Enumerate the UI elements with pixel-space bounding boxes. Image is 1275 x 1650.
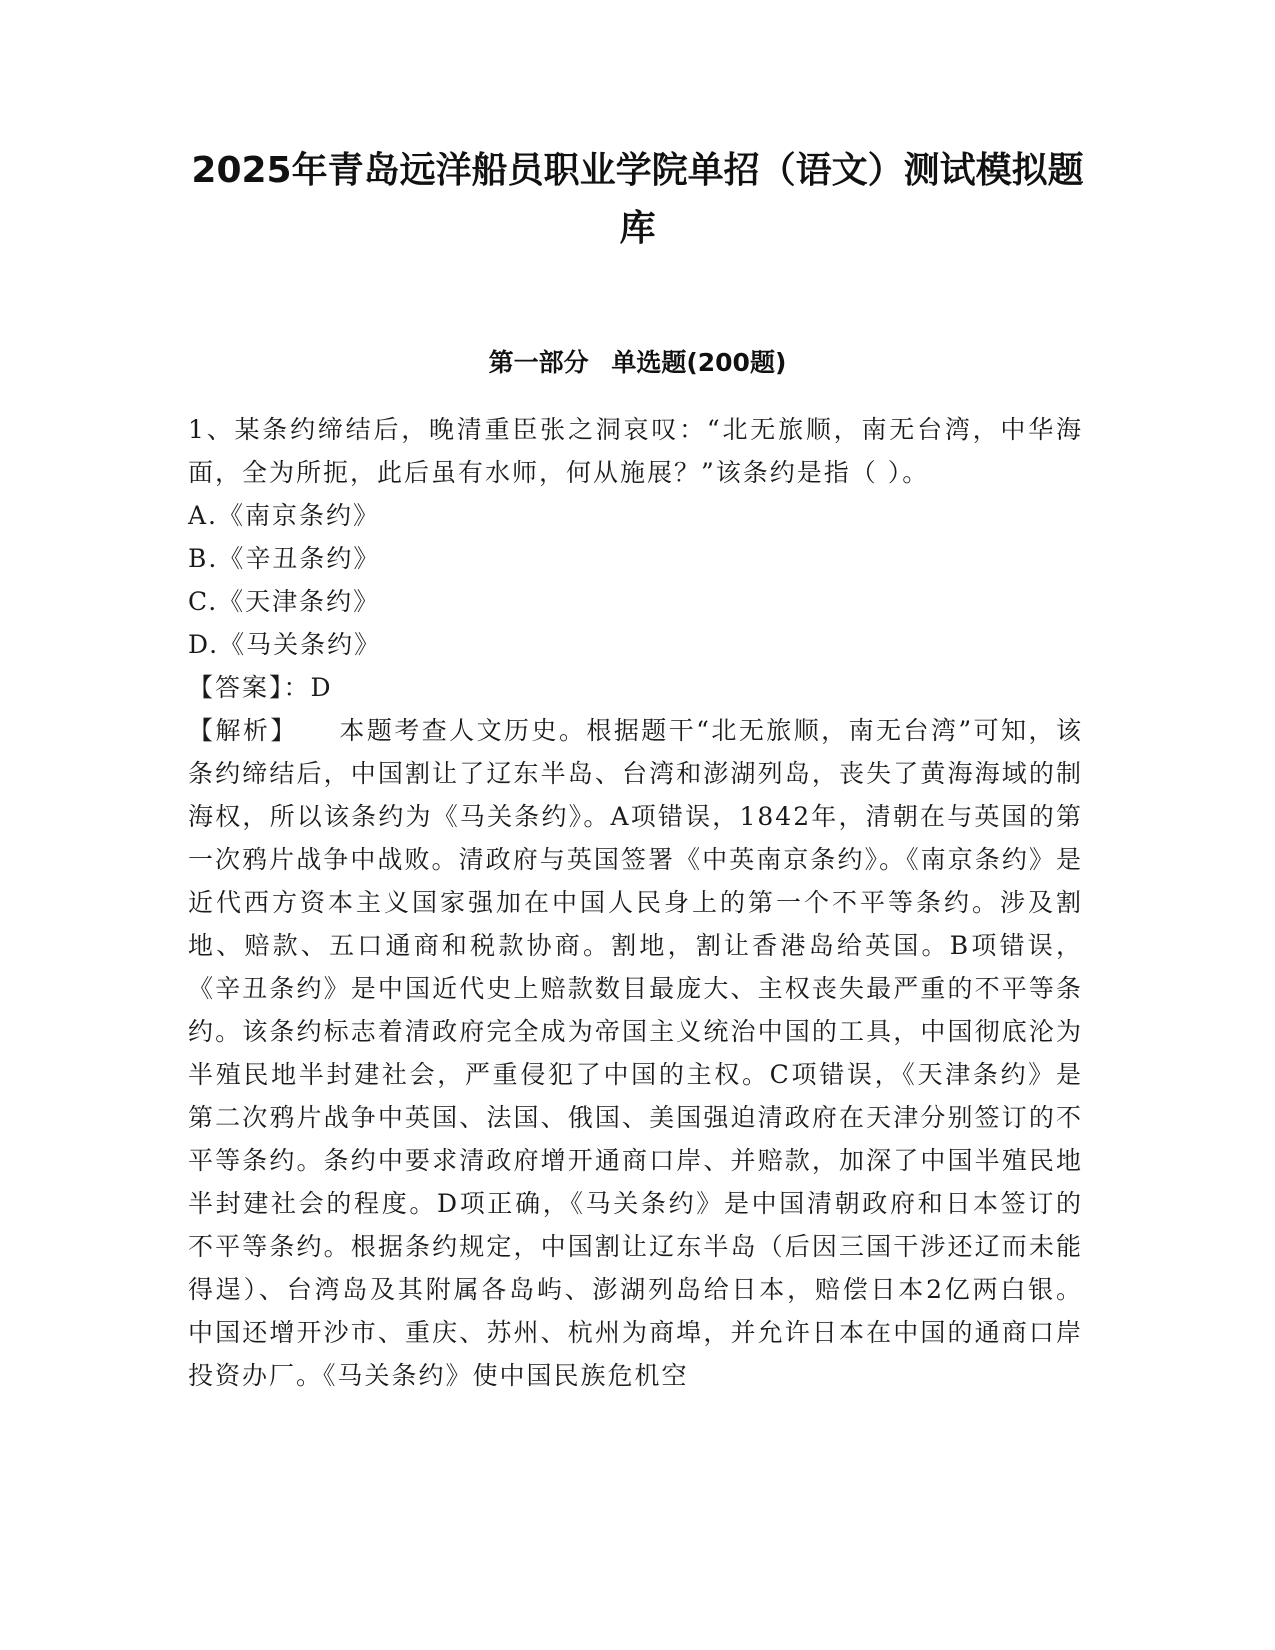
question-block [188,408,1083,1397]
option-b: B.《辛丑条约》 [188,544,381,573]
answer-line [188,666,1083,709]
answer-label: 【答案】： [188,673,311,702]
analysis-text: 本题考查人文历史。根据题干“北无旅顺，南无台湾”可知，该条约缔结后，中国割让了辽东半岛、台湾和澎湖列岛，丧失了黄海海域的制海权，所以该条约为《马关条约》。A项错误，1842年，清朝在与英国的第一次鸦片战争中战败。清政府与英国签署《中英南京条约》。《南京条约》是近代西方资本主义国家强加在中国人民身上的第一个不平等条约。涉及割地、赔款、五口通商和税款协商。割地，割让香港岛给英国。B项错误，《辛丑条约》是中国近代史上赔款数目最庞大、主权丧失最严重的不平等条约。该条约标志着清政府完全成为帝国主义统治中国的工具，中国彻底沦为半殖民地半封建社会，严重侵犯了中国的主权。C项错误，《天津条约》是第二次鸦片战争中英国、法国、俄国、美国强迫清政府在天津分别签订的不平等条约。条约中要求清政府增开通商口岸、并赔款，加深了中国半殖民地半封建社会的程度。D项正确，《马关条约》是中国清朝政府和日本签订的不平等条约。根据条约规定，中国割让辽东半岛（后因三国干涉还辽而未能得逞）、台湾岛及其附属各岛屿、澎湖列岛给日本，赔偿日本2亿两白银。中国还增开沙市、重庆、苏州、杭州为商埠，并允许日本在中国的通商口岸投资办厂。《马关条约》使中国民族危机空 [188,716,1083,1390]
section-heading: 第一部分 单选题(200题) [488,348,787,377]
analysis-paragraph [188,709,1083,1397]
question-stem: 1、某条约缔结后，晚清重臣张之洞哀叹：“北无旅顺，南无台湾，中华海面，全为所扼，此后虽有水师，何从施展？”该条约是指（ ）。 [188,415,1083,487]
analysis-label: 【解析】 [188,716,298,745]
document-title: 2025年青岛远洋船员职业学院单招（语文）测试模拟题库 [191,150,1084,249]
option-a: A.《南京条约》 [188,501,381,530]
option-c: C.《天津条约》 [188,587,381,616]
answer-value: D [310,673,333,702]
option-d: D.《马关条约》 [188,630,382,659]
